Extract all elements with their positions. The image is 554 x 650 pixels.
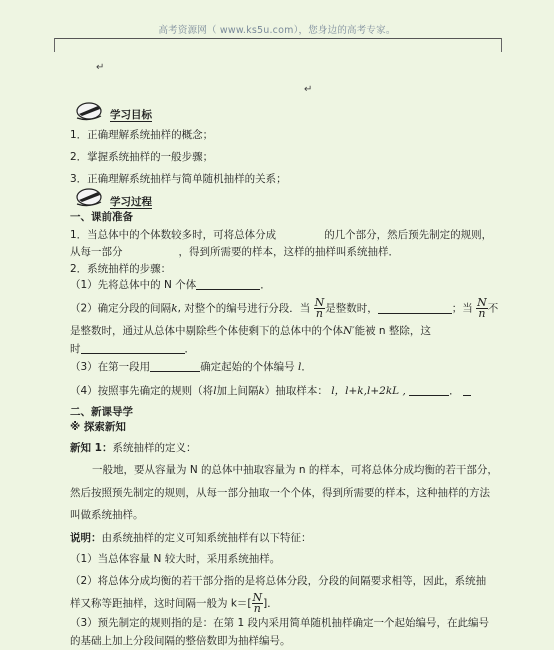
question-1: 1．当总体中的个体数较多时，可将总体分成 的几个部分，然后预先制定的规则，	[70, 229, 493, 241]
explore-heading: ※ 探索新知	[70, 421, 126, 433]
blank	[463, 384, 471, 396]
goal-item: 3．正确理解系统抽样与简单随机抽样的关系；	[70, 173, 287, 185]
fraction: $\frac{N}{n}$	[252, 591, 263, 615]
definition-line: 然后按照预先制定的规则，从每一部分抽取一个个体，得到所需要的样本，这种抽样的方法	[70, 487, 490, 499]
note-item-cont: 样又称等距抽样，这时间隔一般为 k＝[ $\frac{N}{n}$ ]．	[70, 591, 278, 615]
paragraph-mark: ↵	[304, 84, 313, 95]
crop-mark-left	[54, 38, 55, 52]
blank	[150, 360, 200, 372]
step-3: （3）在第一段用 确定起始的个体编号 l．	[70, 361, 312, 373]
step-2-cont: 是整数时，通过从总体中剔除些个体使剩下的总体中的个体N′能被 n 整除，这	[70, 325, 431, 337]
blank	[409, 384, 449, 396]
definition-line: 叫做系统抽样。	[70, 509, 144, 521]
fraction: $\frac{N}{n}$	[314, 296, 325, 320]
prep-heading: 一、课前准备	[70, 211, 133, 223]
section-pen-icon	[74, 100, 104, 122]
step-2-cont: 时 ．	[70, 343, 195, 355]
note-item: （1）当总体容量 N 较大时，采用系统抽样。	[70, 553, 281, 565]
step-1: （1）先将总体中的 N 个体 ．	[70, 279, 271, 291]
goals-title: 学习目标	[110, 109, 152, 121]
question-1-cont: 从每一部分 ，得到所需要的样本，这样的抽样叫系统抽样．	[70, 246, 399, 258]
process-title: 学习过程	[110, 196, 152, 208]
step-4: （4）按照事先确定的规则（将l加上间隔k）抽取样本： l，l+k,l+2kL , ．	[70, 384, 520, 398]
note-item: （3）预先制定的规则指的是：在第 1 段内采用简单随机抽样确定一个起始编号，在此编号	[70, 617, 490, 629]
goal-item: 1．正确理解系统抽样的概念；	[70, 129, 214, 141]
note: 说明：由系统抽样的定义可知系统抽样有以下特征：	[70, 532, 312, 544]
step-2: （2）确定分段的间隔k, 对整个的编号进行分段．当 $\frac{N}{n}$ 是整数时， ；当 $\frac{N}{n}$ 不	[70, 296, 499, 320]
note-item-cont: 的基础上加上分段间隔的整倍数即为抽样编号。	[70, 635, 291, 647]
definition-line: 一般地，要从容量为 N 的总体中抽取容量为 n 的样本，可将总体分成均衡的若干部分，	[92, 464, 498, 476]
blank	[81, 342, 185, 354]
new-lesson-heading: 二、新课导学	[70, 406, 133, 418]
section-pen-icon	[74, 186, 104, 208]
fraction: $\frac{N}{n}$	[477, 296, 487, 320]
paragraph-mark: ↵	[96, 62, 105, 73]
blank	[378, 302, 452, 314]
blank	[196, 278, 260, 290]
question-2: 2．系统抽样的步骤：	[70, 263, 172, 275]
goal-item: 2．掌握系统抽样的一般步骤；	[70, 151, 214, 163]
header-rule	[54, 38, 502, 39]
knowledge-1: 新知 1：系统抽样的定义：	[70, 442, 197, 454]
page-header: 高考资源网（ www.ks5u.com），您身边的高考专家。	[158, 25, 396, 36]
crop-mark-right	[501, 38, 502, 52]
note-item: （2）将总体分成均衡的若干部分指的是将总体分段，分段的间隔要求相等，因此，系统抽	[70, 575, 487, 587]
